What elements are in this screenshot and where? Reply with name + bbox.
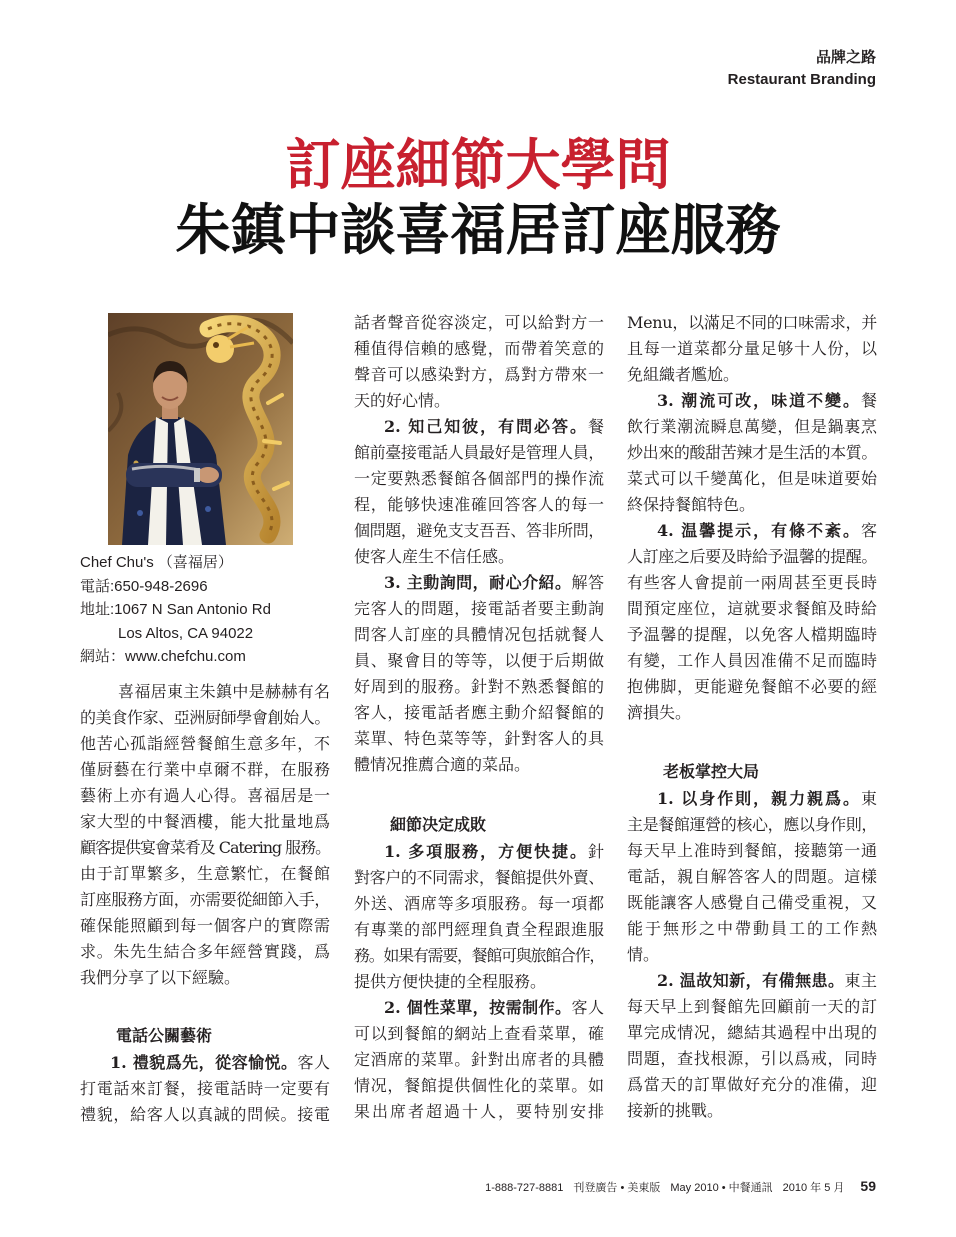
chef-portrait-icon (108, 313, 293, 545)
body-text-line: 種值得信賴的感覺，而帶着笑意的 (354, 339, 604, 358)
body-text-line: 終保持餐館特色。 (627, 495, 756, 514)
body-text-line: 問客人訂座的具體情况包括就餐人 (354, 625, 604, 644)
body-text-line: 喜福居東主朱鎮中是赫赫有名 (118, 682, 330, 701)
text-run: 客人 (571, 998, 604, 1017)
body-text-line: 聲音可以感染對方，爲對方帶來一 (354, 365, 604, 384)
item-lead: 3. 主動詢問，耐心介紹。 (384, 573, 572, 592)
body-text-line: 抱佛脚，更能避免餐館不必要的經 (627, 677, 877, 696)
body-text-line: 客人，接電話者應主動介紹餐館的 (354, 703, 604, 722)
body-text-line: 對客户的不同需求，餐館提供外賣、 (354, 868, 604, 887)
address-line-2: Los Altos, CA 94022 (118, 624, 254, 642)
item-first-line (80, 1050, 330, 1076)
section-body (627, 310, 877, 726)
body-text-line: 問題，查找根源，引以爲戒，同時 (627, 1049, 877, 1068)
section-body (354, 310, 604, 778)
body-text-line: 他苦心孤詣經營餐館生意多年，不 (80, 734, 330, 753)
body-text-line: 且每一道菜都分量足够十人份，以 (627, 339, 877, 358)
body-text-line: 每天早上到餐館先回顧前一天的訂 (627, 997, 877, 1016)
text-run: 東 (860, 789, 877, 808)
text-run: 餐 (587, 417, 604, 436)
section-label-en: Restaurant Branding (727, 71, 876, 88)
text-run: 客人 (297, 1053, 330, 1072)
item-lead: 2. 温故知新，有備無患。 (657, 971, 845, 990)
section-label-zh: 品牌之路 (815, 49, 876, 66)
ad-edition: 刊登廣告 • 美東版 (573, 1182, 661, 1194)
body-text-line: 個問題，避免支支吾吾、答非所問， (354, 521, 604, 540)
body-text-line: 由于訂單繁多，生意繁忙，在餐館 (80, 864, 330, 883)
page-number: 59 (860, 1178, 876, 1194)
item-lead: 1. 禮貌爲先，從容愉悦。 (110, 1053, 298, 1072)
body-text-line: 單完成情况，總結其過程中出現的 (627, 1023, 877, 1042)
body-text-line: 使客人産生不信任感。 (354, 547, 515, 566)
body-text-line: 電話，親自解答客人的問題。這樣 (627, 867, 877, 886)
section-body (354, 839, 604, 1125)
body-text-line: 飲行業潮流瞬息萬變，但是鍋裏烹 (627, 417, 877, 436)
text-run: 餐 (860, 391, 877, 410)
item-first-line (627, 518, 877, 544)
body-text-line: 有些客人會提前一兩周甚至更長時 (627, 573, 877, 592)
page-footer (485, 1178, 876, 1198)
contact-info (80, 551, 330, 669)
text-run: 解答 (571, 573, 604, 592)
body-text-line: 間預定座位，這就要求餐館及時給 (627, 599, 877, 618)
body-text-line: 禮貌，給客人以真誠的問候。接電 (80, 1105, 330, 1124)
section-body (627, 786, 877, 1124)
body-text-line: 藝術上亦有過人心得。喜福居是一 (80, 786, 330, 805)
body-text-line: 僅厨藝在行業中卓爾不群，在服務 (80, 760, 330, 779)
item-first-line (354, 414, 604, 440)
body-text-line: 有變，工作人員因准備不足而臨時 (627, 651, 877, 670)
body-text-line: 完客人的問題，接電話者要主動詢 (354, 599, 604, 618)
body-text-line: 情况，餐館提供個性化的菜單。如 (354, 1076, 604, 1095)
section-heading: 老板掌控大局 (663, 764, 760, 781)
body-text-line: 有專業的部門經理負責全程跟進服 (354, 920, 604, 939)
body-text-line: 員、聚會目的等等，以便于后期做 (354, 651, 604, 670)
issue-zh: 2010 年 5 月 (782, 1182, 845, 1194)
item-lead: 2. 個性菜單，按需制作。 (384, 998, 572, 1017)
item-first-line (627, 786, 877, 812)
text-run: 針 (587, 842, 604, 861)
text-run: 東主 (844, 971, 877, 990)
body-text-line: 顧客提供宴會菜肴及 Catering 服務。 (80, 838, 330, 857)
body-text-line: 外送、酒席等多項服務。每一項都 (354, 894, 604, 913)
section-body (80, 1050, 330, 1128)
text-run: 客 (860, 521, 877, 540)
body-text-line: 訂座服務方面，亦需要從細節入手， (80, 890, 330, 909)
body-text-line: 既能讓客人感覺自己備受重視，又 (627, 893, 877, 912)
body-text-line: 確保能照顧到每一個客户的實際需 (80, 916, 330, 935)
item-first-line (627, 388, 877, 414)
issue-en: May 2010 • 中餐通訊 (670, 1182, 773, 1194)
body-text-line: 接新的挑戰。 (627, 1101, 724, 1120)
website: 網站：www.chefchu.com (80, 648, 246, 665)
item-lead: 1. 多項服務，方便快捷。 (384, 842, 588, 861)
body-text-line: 炒出來的酸甜苦辣才是生活的本質。 (627, 443, 877, 462)
body-text-line: 天的好心情。 (354, 391, 451, 410)
restaurant-name: Chef Chu's （喜福居） (80, 554, 233, 571)
item-lead: 2. 知己知彼，有問必答。 (384, 417, 588, 436)
body-text-line: 館前臺接電話人員最好是管理人員， (354, 443, 604, 462)
body-text-line: Menu，以滿足不同的口味需求，并 (627, 313, 877, 332)
intro-paragraph (80, 679, 330, 991)
article-subtitle: 朱鎮中談喜福居訂座服務 (175, 197, 781, 262)
body-text-line: 好周到的服務。針對不熟悉餐館的 (354, 677, 604, 696)
body-text-line: 的美食作家、亞洲厨師學會創始人。 (80, 708, 330, 727)
body-text-line: 程，能够快速准確回答客人的每一 (354, 495, 604, 514)
item-first-line (354, 995, 604, 1021)
body-text-line: 情。 (627, 945, 660, 964)
body-text-line: 主是餐館運營的核心，應以身作則， (627, 815, 877, 834)
body-text-line: 可以到餐館的網站上查看菜單，確 (354, 1024, 604, 1043)
item-first-line (354, 570, 604, 596)
body-text-line: 能于無形之中帶動員工的工作熱 (627, 919, 877, 938)
section-heading: 電話公關藝術 (116, 1028, 213, 1045)
body-text-line: 濟損失。 (627, 703, 692, 722)
body-text-line: 求。朱先生結合多年經營實踐，爲 (80, 942, 330, 961)
item-lead: 4. 温馨提示，有條不紊。 (657, 521, 861, 540)
body-text-line: 果出席者超過十人，要特别安排 (354, 1102, 604, 1121)
ad-phone: 1-888-727-8881 (485, 1182, 564, 1194)
chef-photo (108, 313, 293, 545)
body-text-line: 菜式可以千變萬化，但是味道要始 (627, 469, 877, 488)
item-lead: 1. 以身作則，親力親爲。 (657, 789, 861, 808)
section-heading: 細節决定成敗 (390, 817, 487, 834)
body-text-line: 一定要熟悉餐館各個部門的操作流 (354, 469, 604, 488)
body-text-line: 免組織者尷尬。 (627, 365, 740, 384)
body-text-line: 予温馨的提醒，以免客人檔期臨時 (627, 625, 877, 644)
item-first-line (354, 839, 604, 865)
body-text-line: 家大型的中餐酒樓，能大批量地爲 (80, 812, 330, 831)
body-text-line: 打電話來訂餐，接電話時一定要有 (80, 1079, 330, 1098)
body-text-line: 定酒席的菜單。針對出席者的具體 (354, 1050, 604, 1069)
body-text-line: 爲當天的訂單做好充分的准備，迎 (627, 1075, 877, 1094)
body-text-line: 我們分享了以下經驗。 (80, 968, 241, 987)
body-text-line: 體情况推薦合適的菜品。 (354, 755, 531, 774)
body-text-line: 話者聲音從容淡定，可以給對方一 (354, 313, 604, 332)
body-text-line: 每天早上准時到餐館，接聽第一通 (627, 841, 877, 860)
address-line-1: 地址:1067 N San Antonio Rd (80, 601, 271, 618)
body-text-line: 提供方便快捷的全程服務。 (354, 972, 547, 991)
phone-number: 電話:650-948-2696 (80, 577, 208, 595)
body-text-line: 人訂座之后要及時給予温馨的提醒。 (627, 547, 877, 566)
item-lead: 3. 潮流可改，味道不變。 (657, 391, 861, 410)
item-first-line (627, 968, 877, 994)
body-text-line: 務。如果有需要，餐館可與旅館合作， (354, 946, 604, 965)
body-text-line: 菜單、特色菜等等，針對客人的具 (354, 729, 604, 748)
article-title: 訂座細節大學問 (285, 132, 671, 197)
